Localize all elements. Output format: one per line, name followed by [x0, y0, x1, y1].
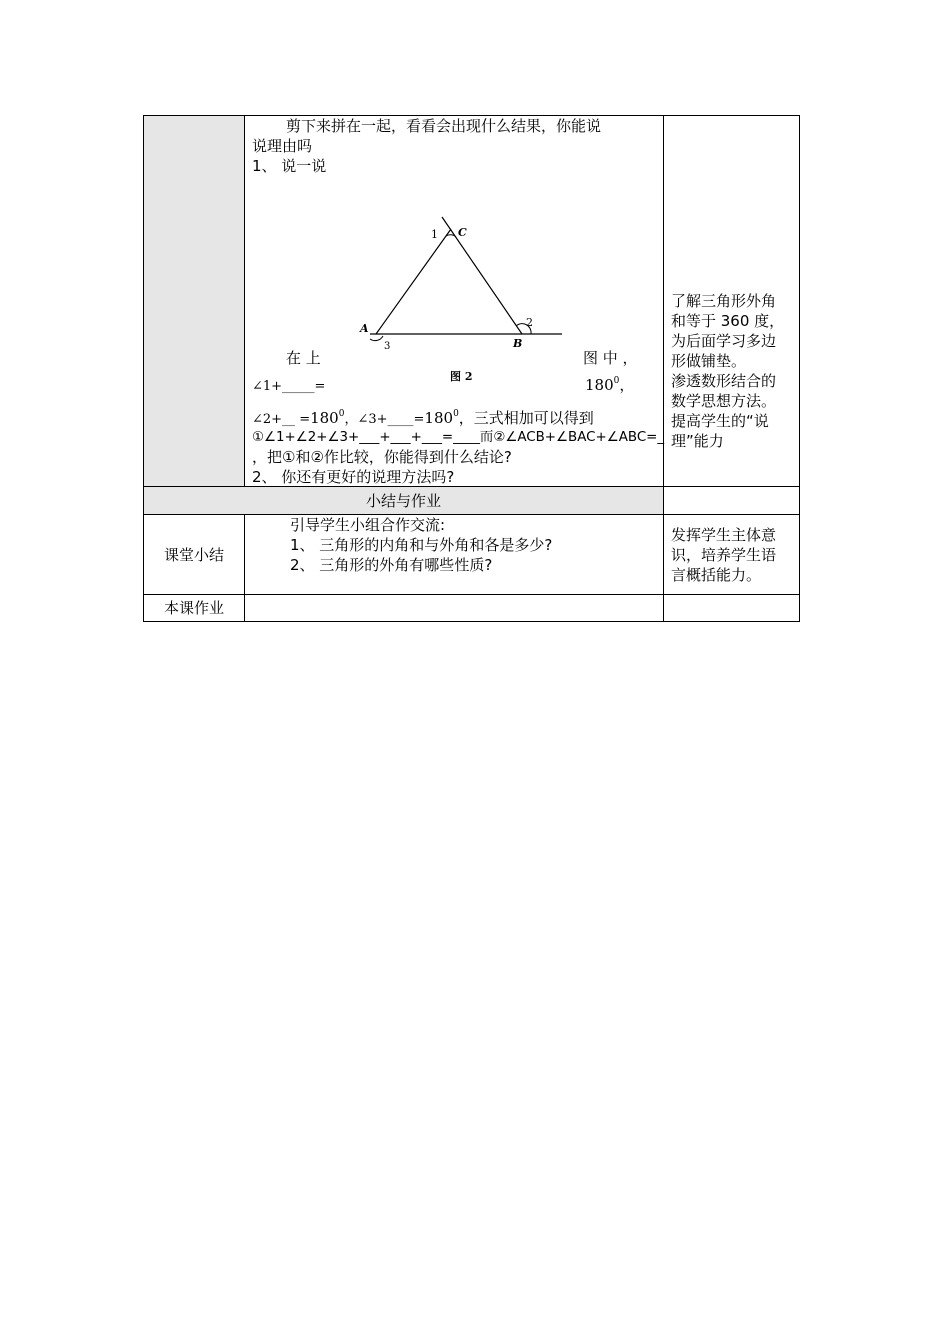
notes-top-line: 和等于 360 度， — [671, 312, 785, 330]
figure-caption: 图 2 — [450, 370, 473, 383]
notes-top-line: 形做铺垫。 — [671, 352, 747, 370]
summary-notes — [671, 525, 797, 585]
summary-question-1: 1、 三角形的内角和与外角和各是多少? — [290, 536, 553, 554]
notes-top-line: 提高学生的“说 — [671, 412, 769, 430]
eq1-number: 180 — [585, 376, 614, 394]
side-bc-extended-line — [442, 217, 522, 334]
notes-top-line: 了解三角形外角 — [671, 292, 777, 310]
notes-top-line: 渗透数形结合的 — [671, 372, 777, 390]
notes-top — [671, 291, 797, 451]
intro-line-2: 说理由吗 — [252, 137, 313, 155]
table-border-right — [799, 115, 800, 622]
label-1: 1 — [431, 228, 438, 241]
item-2-question: 2、 你还有更好的说理方法吗? — [252, 468, 455, 486]
notes-top-line: 数学思想方法。 — [671, 392, 777, 410]
blank-line-1-left: 在 上 — [286, 349, 321, 367]
eq2-prefix: ∠2+__ = — [252, 412, 311, 427]
intro-line-1: 剪下来拼在一起，看看会出现什么结果，你能说 — [286, 117, 602, 135]
section-header: 小结与作业 — [365, 492, 441, 510]
item-1-say: 1、 说一说 — [252, 157, 327, 175]
notes-top-line: 理”能力 — [671, 432, 724, 450]
summary-notes-line: 发挥学生主体意 — [671, 526, 777, 544]
summary-lead: 引导学生小组合作交流: — [290, 516, 446, 534]
summary-notes-line: 言概括能力。 — [671, 566, 762, 584]
equation-1-prefix: ∠1+_____= — [252, 379, 326, 394]
table-border-col2 — [663, 115, 664, 622]
eq3-superscript: 0 — [453, 409, 459, 419]
table-border-row1-bottom — [144, 486, 800, 487]
label-2: 2 — [526, 316, 533, 329]
equation-1-value — [585, 371, 634, 395]
table-border-summary-bottom — [144, 594, 800, 595]
label-c: C — [458, 226, 467, 239]
eq3-suffix: ，三式相加可以得到 — [458, 409, 594, 427]
eq3-number: 180 — [424, 409, 454, 427]
eq2-superscript: 0 — [338, 409, 345, 419]
sum-line: ①∠1+∠2+∠3+___+___+___=____而②∠ACB+∠BAC+∠ABC=_ — [252, 430, 665, 445]
table-border-header-bottom — [144, 514, 800, 515]
eq2-number: 180 — [310, 409, 339, 427]
left-column-shade — [144, 116, 244, 487]
label-b: B — [513, 337, 523, 350]
table-border-col1-lower — [244, 514, 245, 622]
summary-question-2: 2、 三角形的外角有哪些性质? — [290, 556, 493, 574]
label-3: 3 — [384, 341, 391, 352]
triangle-figure — [350, 215, 570, 390]
homework-label: 本课作业 — [163, 599, 224, 617]
table-border-col1 — [244, 115, 245, 487]
compare-line: ，把①和②作比较，你能得到什么结论? — [252, 448, 512, 466]
side-ac-line — [376, 229, 451, 334]
equation-2-line — [252, 404, 594, 430]
eq1-superscript: 0 — [613, 376, 620, 386]
angle-3-arc — [370, 336, 383, 341]
blank-line-1-right: 图 中 ， — [583, 349, 638, 367]
eq1-comma: ， — [619, 376, 635, 394]
label-a: A — [360, 322, 369, 335]
summary-notes-line: 识，培养学生语 — [671, 546, 777, 564]
notes-top-line: 为后面学习多边 — [671, 332, 777, 350]
eq2-mid: ，∠3+____= — [344, 412, 425, 427]
table-border-bottom — [144, 621, 800, 622]
summary-label: 课堂小结 — [163, 546, 224, 564]
